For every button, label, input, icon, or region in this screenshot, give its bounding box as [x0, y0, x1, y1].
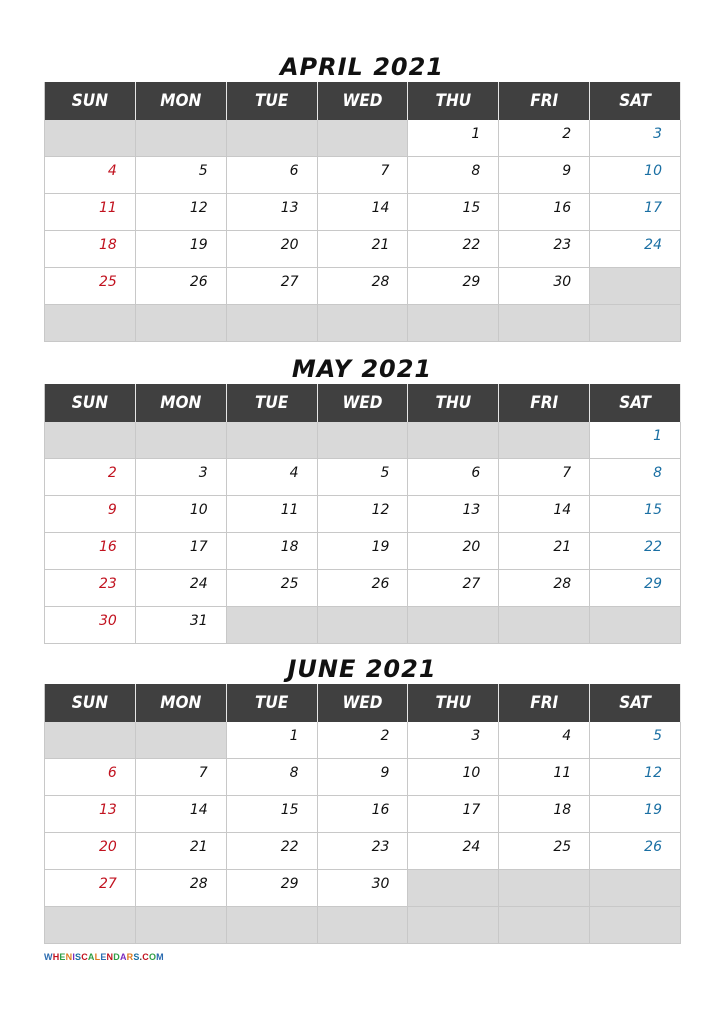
day-cell: 28 — [318, 268, 409, 305]
empty-day-cell — [408, 422, 499, 459]
weekday-header-wed: WED — [318, 384, 409, 422]
day-cell: 21 — [499, 533, 590, 570]
day-cell: 11 — [227, 496, 318, 533]
empty-day-cell — [408, 907, 499, 944]
weekday-header-sun: SUN — [45, 384, 136, 422]
weekday-header-sun: SUN — [45, 684, 136, 722]
day-cell: 9 — [45, 496, 136, 533]
day-cell: 17 — [590, 194, 681, 231]
weekday-header-fri: FRI — [499, 82, 590, 120]
day-cell: 21 — [318, 231, 409, 268]
day-cell: 24 — [408, 833, 499, 870]
day-cell: 2 — [318, 722, 409, 759]
day-cell: 5 — [318, 459, 409, 496]
day-cell: 26 — [318, 570, 409, 607]
day-cell: 19 — [318, 533, 409, 570]
day-cell: 5 — [590, 722, 681, 759]
day-cell: 4 — [227, 459, 318, 496]
day-cell: 17 — [136, 533, 227, 570]
day-cell: 2 — [499, 120, 590, 157]
empty-day-cell — [227, 422, 318, 459]
month-title: MAY 2021 — [291, 355, 433, 383]
day-cell: 12 — [318, 496, 409, 533]
empty-day-cell — [499, 422, 590, 459]
day-cell: 8 — [408, 157, 499, 194]
empty-day-cell — [408, 305, 499, 342]
empty-day-cell — [590, 607, 681, 644]
footer-letter: N — [106, 952, 114, 962]
footer-letter: N — [65, 952, 73, 962]
footer-letter: H — [52, 952, 60, 962]
weekday-header-sat: SAT — [590, 82, 681, 120]
weekday-header-tue: TUE — [227, 684, 318, 722]
day-cell: 16 — [318, 796, 409, 833]
empty-day-cell — [45, 305, 136, 342]
day-cell: 10 — [590, 157, 681, 194]
footer-letter: L — [94, 952, 101, 962]
day-cell: 26 — [590, 833, 681, 870]
day-cell: 17 — [408, 796, 499, 833]
day-cell: 23 — [499, 231, 590, 268]
day-cell: 19 — [136, 231, 227, 268]
empty-day-cell — [227, 907, 318, 944]
day-cell: 15 — [590, 496, 681, 533]
weekday-header-sun: SUN — [45, 82, 136, 120]
day-cell: 16 — [45, 533, 136, 570]
month-title: APRIL 2021 — [279, 53, 445, 81]
day-cell: 1 — [590, 422, 681, 459]
footer-letter: C — [81, 952, 88, 962]
weekday-header-mon: MON — [136, 82, 227, 120]
empty-day-cell — [499, 907, 590, 944]
day-cell: 18 — [499, 796, 590, 833]
day-cell: 24 — [136, 570, 227, 607]
day-cell: 25 — [227, 570, 318, 607]
day-cell: 8 — [227, 759, 318, 796]
day-cell: 26 — [136, 268, 227, 305]
footer-letter: E — [59, 952, 66, 962]
footer-letter: W — [44, 952, 53, 962]
day-cell: 11 — [45, 194, 136, 231]
empty-day-cell — [408, 870, 499, 907]
day-cell: 7 — [136, 759, 227, 796]
footer-letter: S — [133, 952, 140, 962]
footer-letter: O — [148, 952, 157, 962]
day-cell: 11 — [499, 759, 590, 796]
footer-letter: D — [113, 952, 120, 962]
empty-day-cell — [318, 422, 409, 459]
empty-day-cell — [408, 607, 499, 644]
weekday-header-fri: FRI — [499, 384, 590, 422]
empty-day-cell — [136, 907, 227, 944]
weekday-header-thu: THU — [408, 384, 499, 422]
footer-letter: I — [72, 952, 76, 962]
footer-letter: . — [139, 952, 143, 962]
day-cell: 14 — [499, 496, 590, 533]
day-cell: 2 — [45, 459, 136, 496]
day-cell: 1 — [408, 120, 499, 157]
day-cell: 28 — [499, 570, 590, 607]
empty-day-cell — [45, 120, 136, 157]
empty-day-cell — [227, 305, 318, 342]
weekday-header-wed: WED — [318, 684, 409, 722]
footer-letter: M — [156, 952, 164, 962]
month-title: JUNE 2021 — [287, 655, 437, 683]
footer-letter: C — [142, 952, 149, 962]
weekday-header-mon: MON — [136, 684, 227, 722]
calendar-grid — [44, 384, 681, 644]
calendar-grid — [44, 684, 681, 944]
empty-day-cell — [227, 607, 318, 644]
weekday-header-tue: TUE — [227, 82, 318, 120]
day-cell: 10 — [408, 759, 499, 796]
weekday-header-fri: FRI — [499, 684, 590, 722]
empty-day-cell — [590, 268, 681, 305]
empty-day-cell — [318, 907, 409, 944]
day-cell: 20 — [45, 833, 136, 870]
day-cell: 7 — [499, 459, 590, 496]
calendar-grid — [44, 82, 681, 342]
footer-letter: R — [126, 952, 134, 962]
day-cell: 22 — [227, 833, 318, 870]
empty-day-cell — [136, 422, 227, 459]
empty-day-cell — [318, 305, 409, 342]
empty-day-cell — [136, 305, 227, 342]
empty-day-cell — [499, 305, 590, 342]
day-cell: 4 — [499, 722, 590, 759]
day-cell: 9 — [499, 157, 590, 194]
day-cell: 14 — [318, 194, 409, 231]
day-cell: 29 — [227, 870, 318, 907]
day-cell: 3 — [408, 722, 499, 759]
day-cell: 7 — [318, 157, 409, 194]
day-cell: 18 — [45, 231, 136, 268]
day-cell: 30 — [45, 607, 136, 644]
empty-day-cell — [45, 722, 136, 759]
day-cell: 25 — [499, 833, 590, 870]
footer-letter: E — [100, 952, 107, 962]
empty-day-cell — [45, 907, 136, 944]
day-cell: 15 — [227, 796, 318, 833]
day-cell: 13 — [408, 496, 499, 533]
day-cell: 12 — [590, 759, 681, 796]
empty-day-cell — [227, 120, 318, 157]
day-cell: 18 — [227, 533, 318, 570]
empty-day-cell — [136, 120, 227, 157]
day-cell: 29 — [590, 570, 681, 607]
weekday-header-sat: SAT — [590, 684, 681, 722]
day-cell: 31 — [136, 607, 227, 644]
day-cell: 27 — [408, 570, 499, 607]
weekday-header-mon: MON — [136, 384, 227, 422]
day-cell: 21 — [136, 833, 227, 870]
weekday-header-wed: WED — [318, 82, 409, 120]
day-cell: 22 — [408, 231, 499, 268]
site-footer-link[interactable] — [44, 952, 164, 962]
day-cell: 27 — [227, 268, 318, 305]
footer-letter: A — [87, 952, 95, 962]
weekday-header-thu: THU — [408, 684, 499, 722]
day-cell: 16 — [499, 194, 590, 231]
day-cell: 19 — [590, 796, 681, 833]
empty-day-cell — [136, 722, 227, 759]
day-cell: 23 — [45, 570, 136, 607]
day-cell: 30 — [499, 268, 590, 305]
day-cell: 5 — [136, 157, 227, 194]
day-cell: 20 — [408, 533, 499, 570]
day-cell: 13 — [227, 194, 318, 231]
weekday-header-thu: THU — [408, 82, 499, 120]
day-cell: 20 — [227, 231, 318, 268]
day-cell: 13 — [45, 796, 136, 833]
empty-day-cell — [499, 607, 590, 644]
empty-day-cell — [499, 870, 590, 907]
day-cell: 9 — [318, 759, 409, 796]
footer-letter: S — [75, 952, 82, 962]
day-cell: 6 — [227, 157, 318, 194]
day-cell: 6 — [408, 459, 499, 496]
weekday-header-tue: TUE — [227, 384, 318, 422]
empty-day-cell — [590, 870, 681, 907]
day-cell: 27 — [45, 870, 136, 907]
day-cell: 14 — [136, 796, 227, 833]
day-cell: 28 — [136, 870, 227, 907]
day-cell: 15 — [408, 194, 499, 231]
weekday-header-sat: SAT — [590, 384, 681, 422]
empty-day-cell — [318, 607, 409, 644]
footer-letter: A — [119, 952, 127, 962]
day-cell: 3 — [136, 459, 227, 496]
day-cell: 29 — [408, 268, 499, 305]
day-cell: 30 — [318, 870, 409, 907]
day-cell: 6 — [45, 759, 136, 796]
day-cell: 4 — [45, 157, 136, 194]
day-cell: 1 — [227, 722, 318, 759]
day-cell: 10 — [136, 496, 227, 533]
day-cell: 8 — [590, 459, 681, 496]
day-cell: 12 — [136, 194, 227, 231]
empty-day-cell — [590, 305, 681, 342]
day-cell: 24 — [590, 231, 681, 268]
empty-day-cell — [318, 120, 409, 157]
empty-day-cell — [45, 422, 136, 459]
day-cell: 3 — [590, 120, 681, 157]
day-cell: 22 — [590, 533, 681, 570]
day-cell: 25 — [45, 268, 136, 305]
empty-day-cell — [590, 907, 681, 944]
day-cell: 23 — [318, 833, 409, 870]
